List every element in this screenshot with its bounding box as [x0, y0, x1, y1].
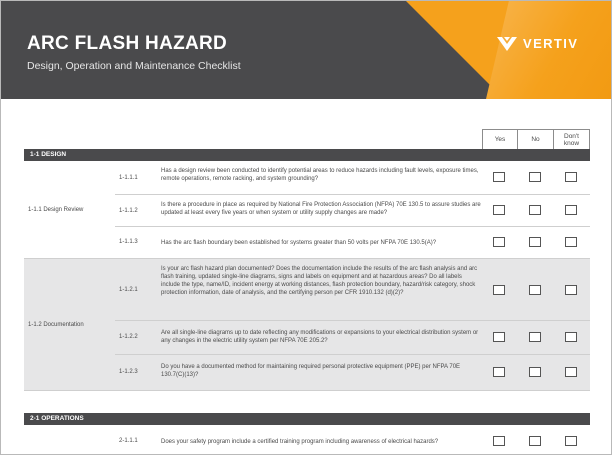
item-question: Are all single-line diagrams up to date reflecting any modifications or expansions to your electrical distribution system or any changes in the electric utility system per NFPA 70E 205.2?: [161, 330, 479, 344]
checkbox-no[interactable]: [529, 436, 541, 446]
section-bar-operations: 2-1 OPERATIONS: [24, 413, 590, 425]
item-number: 1-1.2.2: [119, 334, 138, 340]
checklist-row: [115, 259, 590, 321]
item-number: 1-1.1.2: [119, 208, 138, 214]
checklist-row: [115, 425, 590, 455]
item-number: 1-1.2.3: [119, 369, 138, 375]
checkbox-yes[interactable]: [493, 205, 505, 215]
page-subtitle: Design, Operation and Maintenance Checklist: [27, 60, 241, 72]
group-label-documentation: 1-1.2 Documentation: [24, 259, 115, 391]
item-question: Has a design review been conducted to identify potential areas to reduce hazards including fault levels, exposure times, remote operations, remote racking, and system grounding?: [161, 168, 479, 182]
item-number: 1-1.2.1: [119, 287, 138, 293]
checkbox-yes[interactable]: [493, 285, 505, 295]
checkbox-no[interactable]: [529, 172, 541, 182]
checkbox-no[interactable]: [529, 367, 541, 377]
checklist-row: [115, 227, 590, 259]
checkbox-dont-know[interactable]: [565, 436, 577, 446]
checkbox-dont-know[interactable]: [565, 332, 577, 342]
checkbox-yes[interactable]: [493, 172, 505, 182]
item-question: Has the arc flash boundary been established for systems greater than 50 volts per NFPA 70E 130.5(A)?: [161, 240, 437, 246]
column-header-no: No: [518, 129, 554, 149]
header-banner: [1, 1, 612, 99]
item-number: 1-1.1.3: [119, 239, 138, 245]
checkbox-dont-know[interactable]: [565, 367, 577, 377]
column-header-dont-know-label: Don't know: [563, 132, 580, 147]
checkbox-yes[interactable]: [493, 237, 505, 247]
checkbox-yes[interactable]: [493, 367, 505, 377]
item-question: Does your safety program include a certified training program including awareness of electrical hazards?: [161, 439, 439, 445]
checkbox-yes[interactable]: [493, 436, 505, 446]
vertiv-logo: [495, 33, 578, 53]
section-bar-design: 1-1 DESIGN: [24, 149, 590, 161]
checklist-row: [115, 321, 590, 355]
item-question: Do you have a documented method for maintaining required personal protective equipment (PPE) per NFPA 70E 130.7(C)(13)?: [161, 364, 461, 378]
vertiv-logo-mark-icon: [495, 33, 519, 53]
checklist-row: [115, 161, 590, 195]
checklist-row: [115, 195, 590, 227]
checkbox-no[interactable]: [529, 285, 541, 295]
checkbox-no[interactable]: [529, 237, 541, 247]
checkbox-dont-know[interactable]: [565, 172, 577, 182]
page-title: ARC FLASH HAZARD: [27, 33, 228, 54]
logo-text: VERTIV: [523, 35, 579, 51]
checklist-row: [115, 355, 590, 391]
item-number: 2-1.1.1: [119, 438, 138, 444]
checkbox-no[interactable]: [529, 205, 541, 215]
column-header-dont-know: [554, 129, 590, 149]
group-label-design-review: 1-1.1 Design Review: [24, 161, 115, 259]
item-question: Is there a procedure in place as required by National Fire Protection Association (NFPA) 70E 130.5 to assure studies are updated at least every five years or when system or utility supply changes are made?: [161, 202, 481, 216]
column-header-yes: Yes: [482, 129, 518, 149]
checkbox-dont-know[interactable]: [565, 285, 577, 295]
checkbox-dont-know[interactable]: [565, 205, 577, 215]
item-number: 1-1.1.1: [119, 175, 138, 181]
group-label-operations: [24, 425, 115, 455]
checkbox-dont-know[interactable]: [565, 237, 577, 247]
item-question: Is your arc flash hazard plan documented? Does the documentation include the results of the arc flash analysis and arc flash training, updated single-line diagrams, signs and labels on equipment and at hazardous areas? Do all labels include the type, name/ID, incident energy at working distances, flash protection boundary, hazard/risk category, shock protection information, date of analysis, and the certifying person per CFR 1910.132 (d)(2)?: [161, 266, 478, 296]
header-accent-triangle: [406, 1, 504, 99]
checkbox-no[interactable]: [529, 332, 541, 342]
checkbox-yes[interactable]: [493, 332, 505, 342]
